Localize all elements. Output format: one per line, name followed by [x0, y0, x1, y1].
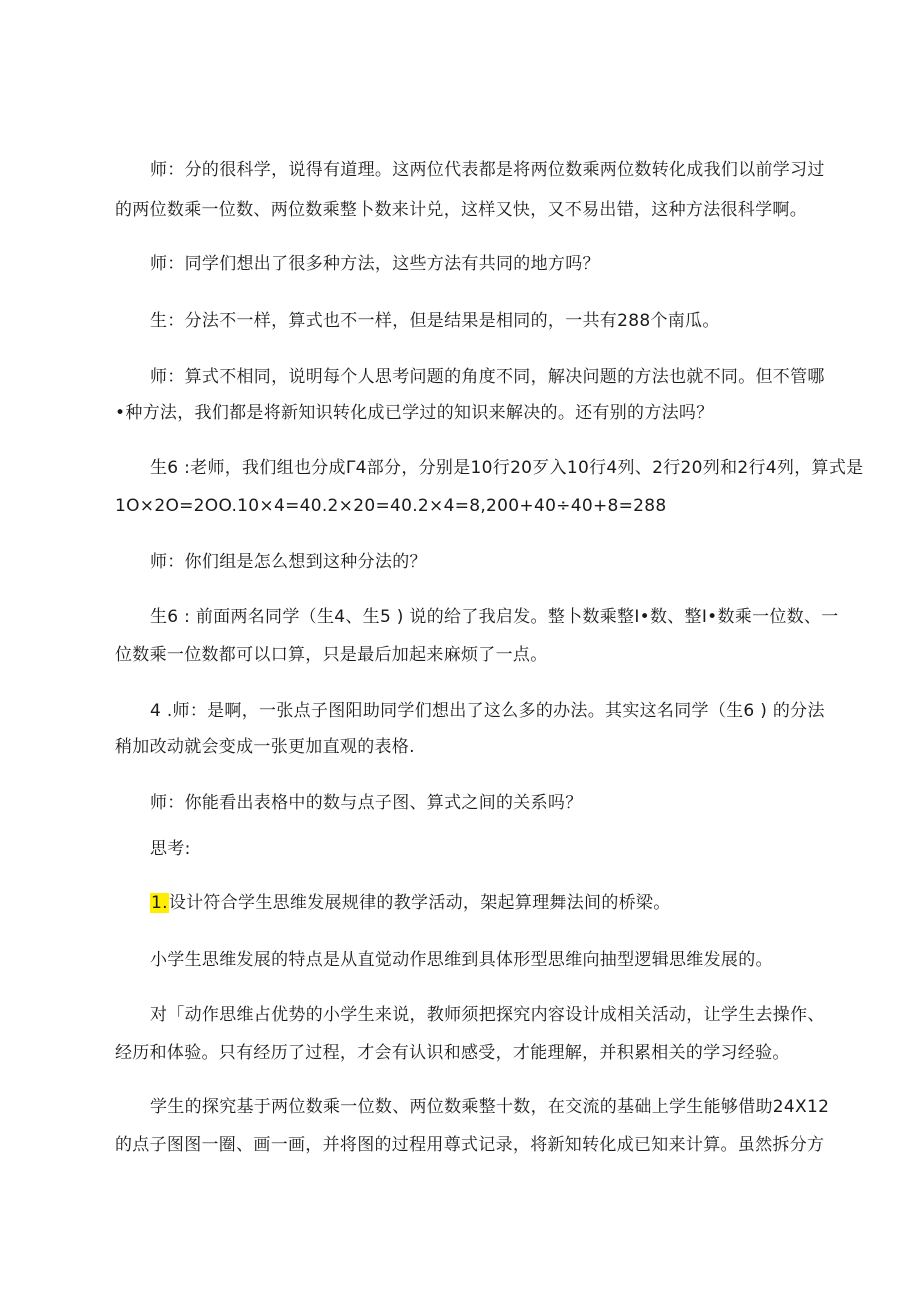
paragraph-line: 小学生思维发展的特点是从直觉动作思维到具体形型思维向抽型逻辑思维发展的。: [150, 950, 773, 970]
paragraph-line: 对「动作思维占优势的小学生来说，教师须把探究内容设计成相关活动，让学生去操作、: [150, 1005, 825, 1025]
formula-line: 1O×2O=2OO.10×4=40.2×20=40.2×4=8,200+40÷40+8=288: [115, 496, 667, 516]
paragraph-line: 生6 : 前面两名同学（生4、生5 ) 说的给了我启发。整卜数乘整I•数、整I•数乘一位数、一: [150, 607, 839, 627]
paragraph-line: •种方法，我们都是将新知识转化成已学过的知识来解决的。还有别的方法吗？: [115, 403, 714, 423]
paragraph-line: 的两位数乘一位数、两位数乘整卜数来计兑，这样又快，又不易出错，这种方法很科学啊。: [115, 200, 807, 220]
paragraph-line: 位数乘一位数都可以口算，只是最后加起来麻烦了一点。: [115, 645, 548, 665]
paragraph-line: 4 .师：是啊，一张点子图阳助同学们想出了这么多的办法。其实这名同学（生6 ) 的分法: [150, 701, 825, 721]
section-heading: 思考:: [150, 839, 191, 859]
paragraph-line: 师：你能看出表格中的数与点子图、算式之间的关系吗？: [150, 793, 583, 813]
paragraph-line: 经历和体验。只有经历了过程，才会有认识和感受，才能理解，并积累相关的学习经验。: [115, 1043, 790, 1063]
paragraph-line: 的点子图图一圈、画一画，并将图的过程用尊式记录，将新知转化成已知来计算。虽然拆分方: [115, 1135, 825, 1155]
paragraph-line: 师：分的很科学，说得有道理。这两位代表都是将两位数乘两位数转化成我们以前学习过: [150, 160, 825, 180]
paragraph-line: 师：你们组是怎么想到这种分法的？: [150, 552, 427, 572]
list-item: [150, 892, 850, 914]
list-marker-highlight: 1.: [151, 893, 168, 913]
paragraph-line: 师：算式不相同，说明每个人思考问题的角度不同，解决问题的方法也就不同。但不管哪: [150, 367, 825, 387]
paragraph-line: 稍加改动就会变成一张更加直观的表格.: [115, 737, 415, 757]
paragraph-line: 生：分法不一样，算式也不一样，但是结果是相同的，一共有288个南瓜。: [150, 311, 720, 331]
paragraph-line: 师：同学们想出了很多种方法，这些方法有共同的地方吗？: [150, 254, 600, 274]
paragraph-line: 生6 :老师，我们组也分成Γ4部分，分别是10行20歹入10行4列、2行20列和2行4列，算式是: [150, 458, 864, 478]
paragraph-line: 学生的探究基于两位数乘一位数、两位数乘整十数，在交流的基础上学生能够借助24X12: [150, 1097, 830, 1117]
list-item-text: 设计符合学生思维发展规律的教学活动，架起算理舞法间的桥梁。: [168, 893, 671, 913]
